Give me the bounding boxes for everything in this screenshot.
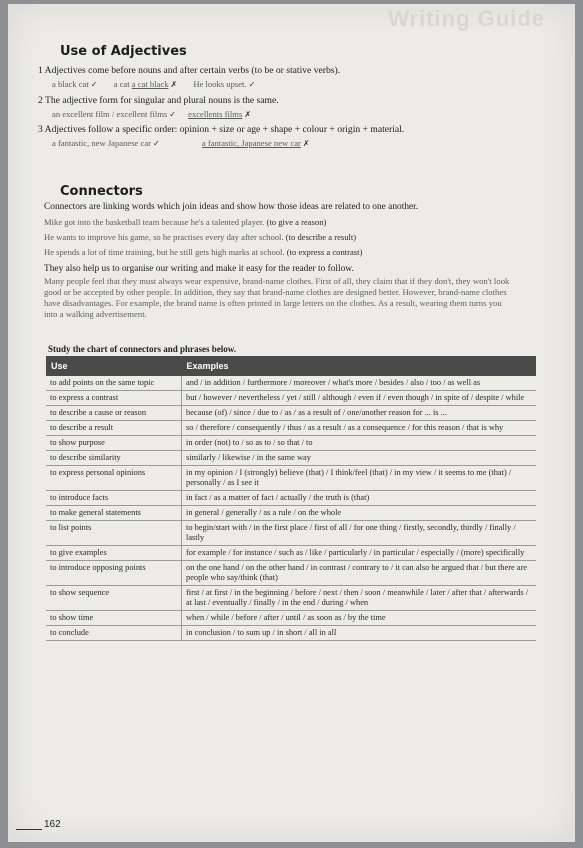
adjective-rule-3: 3 Adjectives follow a specific order: opinion + size or age + shape + colour + origin + material. — [38, 124, 405, 135]
use-cell: to show purpose — [46, 436, 182, 451]
table-row — [46, 586, 536, 611]
use-cell: to show time — [46, 611, 182, 626]
use-cell: to describe similarity — [46, 451, 182, 466]
adjective-rule-1: 1 Adjectives come before nouns and after certain verbs (to be or stative verbs). — [38, 65, 341, 76]
examples-cell: in conclusion / to sum up / in short / all in all — [182, 626, 537, 641]
connectors-intro: Connectors are linking words which join ideas and show how those ideas are related to one another. — [44, 202, 419, 212]
use-cell: to introduce opposing points — [46, 561, 182, 586]
examples-cell: in order (not) to / so as to / so that / to — [182, 436, 537, 451]
table-row — [46, 406, 536, 421]
examples-cell: so / therefore / consequently / thus / as a result / as a consequence / for this reason / that is why — [182, 421, 537, 436]
use-cell: to describe a result — [46, 421, 182, 436]
table-row — [46, 561, 536, 586]
examples-cell: and / in addition / furthermore / moreover / what's more / besides / also / too / as well as — [182, 376, 537, 391]
examples-cell: in my opinion / I (strongly) believe (that) / I think/feel (that) / in my view / it seems to me (that) / personally / as I see it — [182, 466, 537, 491]
use-cell: to show sequence — [46, 586, 182, 611]
table-row — [46, 521, 536, 546]
page-number: 162 — [44, 819, 61, 830]
use-cell: to give examples — [46, 546, 182, 561]
use-cell: to express a contrast — [46, 391, 182, 406]
page-number-rule — [16, 829, 42, 830]
table-row — [46, 436, 536, 451]
connector-example-1: Mike got into the basketball team because he's a talented player. (to give a reason) — [44, 217, 327, 227]
table-row — [46, 391, 536, 406]
examples-cell: first / at first / in the beginning / before / next / then / soon / meanwhile / later / after that / afterwards / at last / eventually / finally / in the end / during / when — [182, 586, 537, 611]
textbook-page — [8, 4, 575, 842]
cross-icon: ✗ — [170, 80, 178, 89]
table-row — [46, 546, 536, 561]
examples-cell: but / however / nevertheless / yet / still / although / even if / even though / in spite of / despite / while — [182, 391, 537, 406]
examples-cell: when / while / before / after / until / as soon as / by the time — [182, 611, 537, 626]
use-cell: to list points — [46, 521, 182, 546]
examples-cell: in fact / as a matter of fact / actually / the truth is (that) — [182, 491, 537, 506]
table-row — [46, 421, 536, 436]
examples-cell: because (of) / since / due to / as / as a result of / one/another reason for ... is ... — [182, 406, 537, 421]
table-header-use: Use — [46, 356, 182, 376]
use-cell: to make general statements — [46, 506, 182, 521]
cross-icon: ✗ — [244, 110, 252, 119]
adjective-example-row-1: a black cat ✓ a cat a cat black ✗ He looks upset. ✓ — [52, 79, 256, 89]
connectors-title: Connectors — [60, 184, 143, 199]
connector-example-3: He spends a lot of time training, but he still gets high marks at school. (to express a contrast) — [44, 247, 363, 257]
adjective-example-row-3: a fantastic, new Japanese car ✓ a fantastic, Japanese new car ✗ — [52, 138, 310, 148]
examples-cell: similarly / likewise / in the same way — [182, 451, 537, 466]
use-cell: to express personal opinions — [46, 466, 182, 491]
use-cell: to introduce facts — [46, 491, 182, 506]
examples-cell: to begin/start with / in the first place / first of all / for one thing / firstly, secondly, thirdly / finally / lastly — [182, 521, 537, 546]
table-row — [46, 611, 536, 626]
connector-example-2: He wants to improve his game, so he practises every day after school. (to describe a result) — [44, 232, 357, 242]
use-cell: to add points on the same topic — [46, 376, 182, 391]
example-paragraph: Many people feel that they must always wear expensive, brand-name clothes. First of all, they claim that if they don't, they won't look good or be accepted by other people. In addition, they say that brand-name clothes are designed better. However, brand-name clothes have disadvantages. For example, the brand name is often printed in large letters on the clothes. As a result, wearing them turns you into a walking advertisement. — [44, 276, 510, 319]
table-row — [46, 626, 536, 641]
table-header-examples: Examples — [182, 356, 537, 376]
tick-icon: ✓ — [169, 110, 176, 119]
connectors-also: They also help us to organise our writing and make it easy for the reader to follow. — [44, 264, 354, 274]
examples-cell: for example / for instance / such as / like / particularly / in particular / especially / (more) specifically — [182, 546, 537, 561]
table-caption: Study the chart of connectors and phrases below. — [48, 344, 237, 354]
tick-icon: ✓ — [248, 80, 256, 89]
table-row — [46, 451, 536, 466]
adjectives-title: Use of Adjectives — [60, 44, 187, 59]
examples-cell: on the one hand / on the other hand / in contrast / contrary to / it can also be argued that / but there are people who say/think (that) — [182, 561, 537, 586]
adjective-example-row-2: an excellent film / excellent films ✓ excellents films ✗ — [52, 109, 252, 119]
connectors-table — [46, 356, 536, 641]
examples-cell: in general / generally / as a rule / on the whole — [182, 506, 537, 521]
cross-icon: ✗ — [302, 139, 310, 148]
ghost-header: Writing Guide — [388, 6, 545, 31]
table-row — [46, 466, 536, 491]
table-row — [46, 506, 536, 521]
use-cell: to describe a cause or reason — [46, 406, 182, 421]
tick-icon: ✓ — [90, 80, 98, 89]
table-row — [46, 376, 536, 391]
table-row — [46, 491, 536, 506]
adjective-rule-2: 2 The adjective form for singular and plural nouns is the same. — [38, 95, 279, 106]
use-cell: to conclude — [46, 626, 182, 641]
tick-icon: ✓ — [153, 139, 160, 148]
